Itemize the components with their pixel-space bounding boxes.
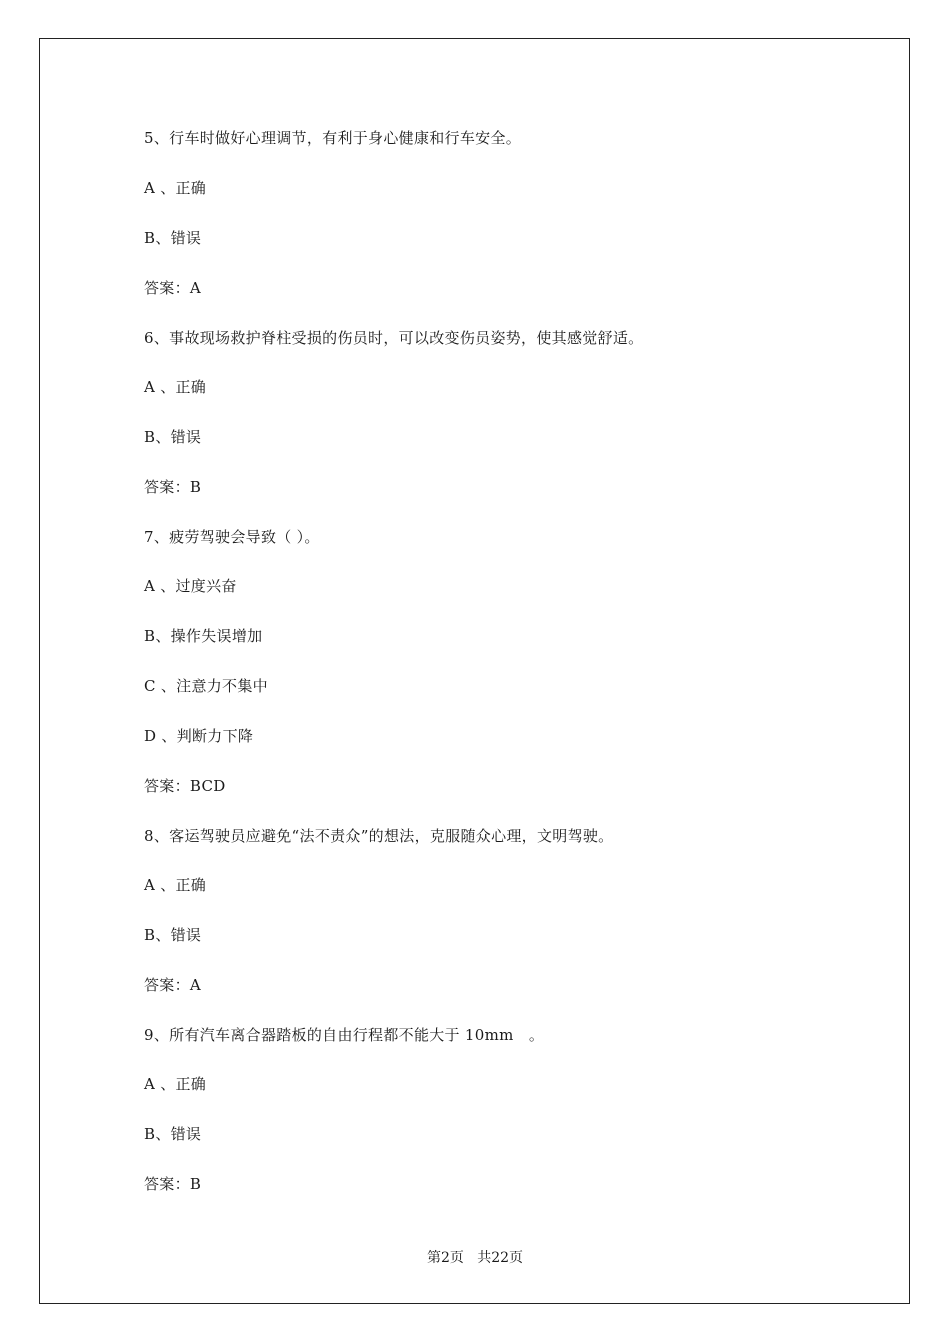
option-b: B、错误 xyxy=(144,428,202,446)
question-stem: 9、所有汽车离合器踏板的自由行程都不能大于 10mm 。 xyxy=(144,1026,545,1044)
option-a: A 、正确 xyxy=(144,1075,207,1093)
option-b: B、错误 xyxy=(144,926,202,944)
answer-text: 答案：A xyxy=(144,976,202,994)
option-a: A 、正确 xyxy=(144,378,207,396)
option-a: A 、正确 xyxy=(144,876,207,894)
option-d: D 、判断力下降 xyxy=(144,727,254,745)
question-stem: 6、事故现场救护脊柱受损的伤员时，可以改变伤员姿势，使其感觉舒适。 xyxy=(144,329,644,347)
option-c: C 、注意力不集中 xyxy=(144,677,268,695)
answer-text: 答案：A xyxy=(144,279,202,297)
answer-text: 答案：B xyxy=(144,478,202,496)
question-stem: 7、疲劳驾驶会导致（ ）。 xyxy=(144,528,320,546)
option-b: B、操作失误增加 xyxy=(144,627,263,645)
answer-text: 答案：B xyxy=(144,1175,202,1193)
answer-text: 答案：BCD xyxy=(144,777,226,795)
option-a: A 、过度兴奋 xyxy=(144,577,237,595)
option-b: B、错误 xyxy=(144,229,202,247)
page-number: 第2页 共22页 xyxy=(426,1250,524,1266)
question-stem: 5、行车时做好心理调节，有利于身心健康和行车安全。 xyxy=(144,129,522,147)
option-a: A 、正确 xyxy=(144,179,207,197)
option-b: B、错误 xyxy=(144,1125,202,1143)
question-stem: 8、客运驾驶员应避免“法不责众”的想法，克服随众心理，文明驾驶。 xyxy=(144,827,614,845)
